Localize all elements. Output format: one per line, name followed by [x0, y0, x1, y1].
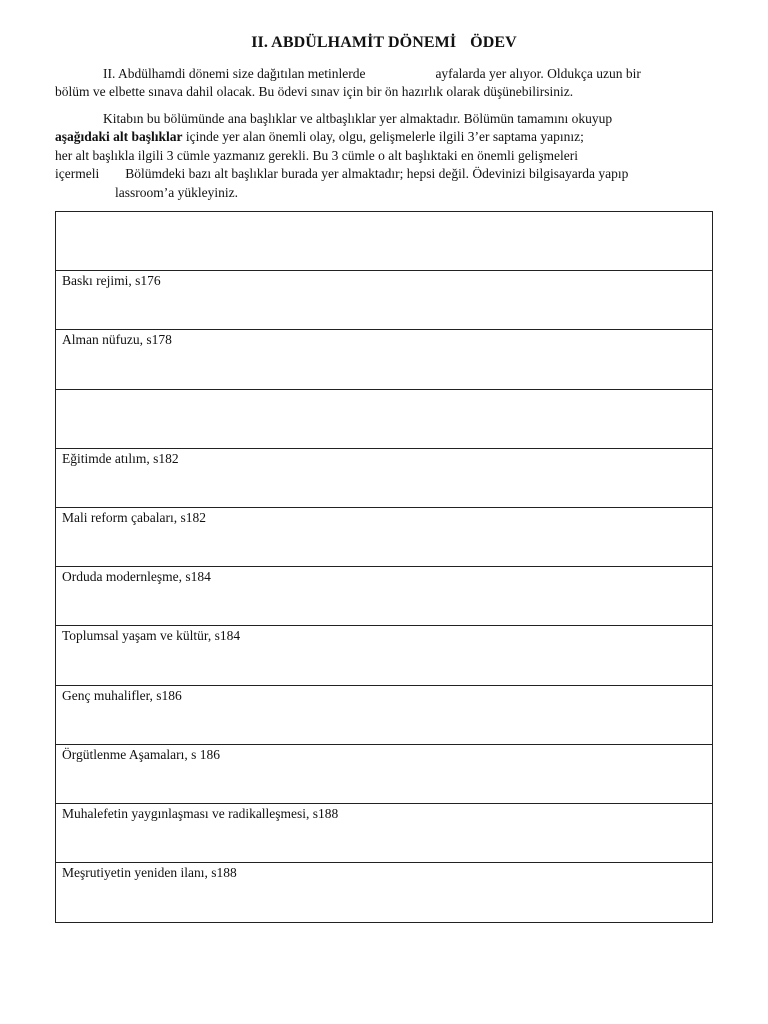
table-row[interactable]: Baskı rejimi, s176	[56, 271, 712, 330]
table-row[interactable]: Orduda modernleşme, s184	[56, 567, 712, 626]
instructions-line-4: içermeli Bölümdeki bazı alt başlıklar burada yer almaktadır; hepsi değil. Ödevinizi bilgisayarda yapıp	[55, 166, 629, 182]
table-row[interactable]: Genç muhalifler, s186	[56, 686, 712, 745]
table-row[interactable]	[56, 212, 712, 271]
table-row[interactable]: Eğitimde atılım, s182	[56, 449, 712, 508]
table-row[interactable]: Alman nüfuzu, s178	[56, 330, 712, 389]
intro-paragraph	[55, 65, 715, 102]
table-row[interactable]: Meşrutiyetin yeniden ilanı, s188	[62, 865, 237, 881]
instructions-line-1: Kitabın bu bölümünde ana başlıklar ve altbaşlıklar yer almaktadır. Bölümün tamamını okuyup	[103, 111, 613, 126]
answer-table	[55, 211, 713, 923]
bold-phrase: aşağıdaki alt başlıklar	[55, 129, 183, 145]
page-title	[0, 34, 768, 52]
table-row[interactable]: Muhalefetin yaygınlaşması ve radikalleşmesi, s188	[56, 804, 712, 863]
title-main: II. ABDÜLHAMİT DÖNEMİ	[251, 34, 457, 51]
table-row[interactable]: Örgütlenme Aşamaları, s 186	[56, 745, 712, 804]
instructions-line-2: aşağıdaki alt başlıklar içinde yer alan önemli olay, olgu, gelişmelerle ilgili 3’er saptama yapınız;	[55, 129, 584, 145]
table-row[interactable]	[56, 390, 712, 449]
title-odev: ÖDEV	[470, 34, 517, 51]
instructions-paragraph	[55, 110, 715, 202]
intro-line-1: II. Abdülhamdi dönemi size dağıtılan metinlerde ayfalarda yer alıyor. Oldukça uzun bir	[103, 66, 641, 81]
table-row[interactable]: Toplumsal yaşam ve kültür, s184	[56, 626, 712, 685]
instructions-line-5: lassroom’a yükleyiniz.	[115, 184, 238, 200]
intro-line-2: bölüm ve elbette sınava dahil olacak. Bu ödevi sınav için bir ön hazırlık olarak düşünebilirsiniz.	[55, 84, 574, 100]
instructions-line-3: her alt başlıkla ilgili 3 cümle yazmanız gerekli. Bu 3 cümle o alt başlıktaki en önemli gelişmeleri	[55, 147, 578, 163]
table-row[interactable]: Mali reform çabaları, s182	[56, 508, 712, 567]
